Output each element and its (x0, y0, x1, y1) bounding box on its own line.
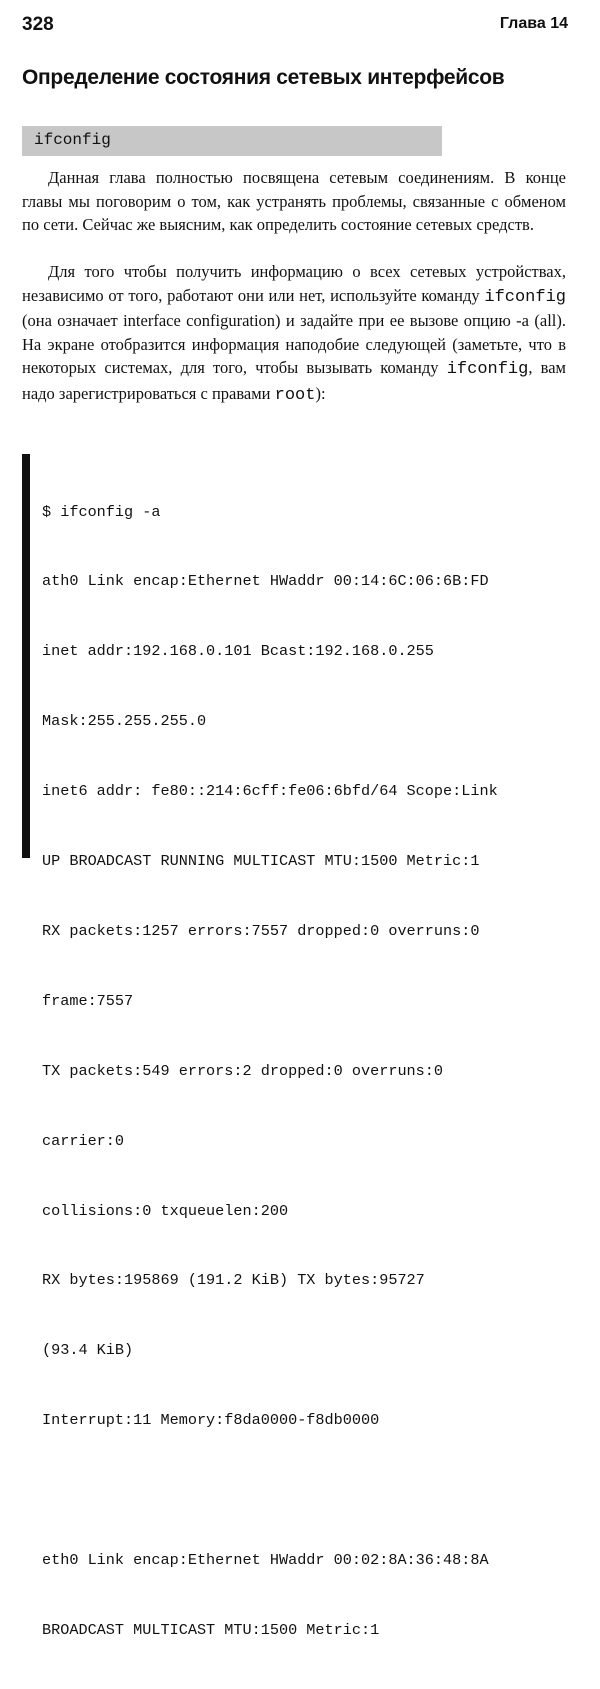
code-line: inet addr:192.168.0.101 Bcast:192.168.0.255 (42, 642, 434, 661)
paragraph-text: , вам надо зарегистрироваться с правами (22, 358, 566, 403)
code-line: $ ifconfig -a (42, 502, 161, 521)
code-line: (93.4 KiB) (42, 1341, 134, 1360)
code-line: inet6 addr: fe80::214:6cff:fe06:6bfd/64 Scope:Link (42, 782, 498, 801)
code-line: UP BROADCAST RUNNING MULTICAST MTU:1500 Metric:1 (42, 852, 480, 871)
paragraph-intro: Данная глава полностью посвящена сетевым соединениям. В конце главы мы поговорим о том, как устранять проблемы, связанные с обменом по сети. Сейчас же выясним, как определить состояние сетевых средств. (22, 168, 566, 234)
code-line: RX bytes:195869 (191.2 KiB) TX bytes:95727 (42, 1271, 425, 1290)
code-line: ath0 Link encap:Ethernet HWaddr 00:14:6C:06:6B:FD (42, 572, 489, 591)
code-line: collisions:0 txqueuelen:200 (42, 1201, 289, 1220)
code-line (42, 1479, 498, 1502)
command-banner-text: ifconfig (34, 131, 111, 149)
code-listing-bar (22, 454, 30, 858)
code-listing (22, 454, 572, 1639)
code-line: Mask:255.255.255.0 (42, 712, 207, 731)
inline-command: ifconfig (484, 287, 566, 307)
code-line: frame:7557 (42, 991, 134, 1010)
page-number: 328 (22, 14, 54, 35)
paragraph-ifconfig (22, 260, 566, 407)
inline-command: ifconfig (446, 360, 529, 379)
paragraph-text: ): (315, 383, 326, 403)
code-line: RX packets:1257 errors:7557 dropped:0 overruns:0 (42, 921, 480, 940)
code-line: eth0 Link encap:Ethernet HWaddr 00:02:8A:36:48:8A (42, 1550, 489, 1569)
paragraph-text: Для того чтобы получить информацию о всех сетевых устройствах, независимо от того, работают они или нет, используйте команду (22, 262, 566, 305)
code-line: TX packets:549 errors:2 dropped:0 overruns:0 (42, 1061, 444, 1080)
section-title: Определение состояния сетевых интерфейсов (22, 66, 505, 89)
paragraph-text: (она означает interface configuration) и задайте при ее вызове опцию -a (all). На экране отобразится информация наподобие следующей (заметьте, что в некоторых системах, для того, чтобы вызывать команду (22, 311, 566, 377)
code-lines (42, 454, 498, 1689)
inline-command: root (274, 385, 316, 405)
code-line: BROADCAST MULTICAST MTU:1500 Metric:1 (42, 1620, 380, 1639)
code-line: carrier:0 (42, 1131, 125, 1150)
command-banner (22, 126, 442, 156)
code-line: Interrupt:11 Memory:f8da0000-f8db0000 (42, 1411, 380, 1430)
chapter-title: Глава 14 (499, 15, 568, 32)
